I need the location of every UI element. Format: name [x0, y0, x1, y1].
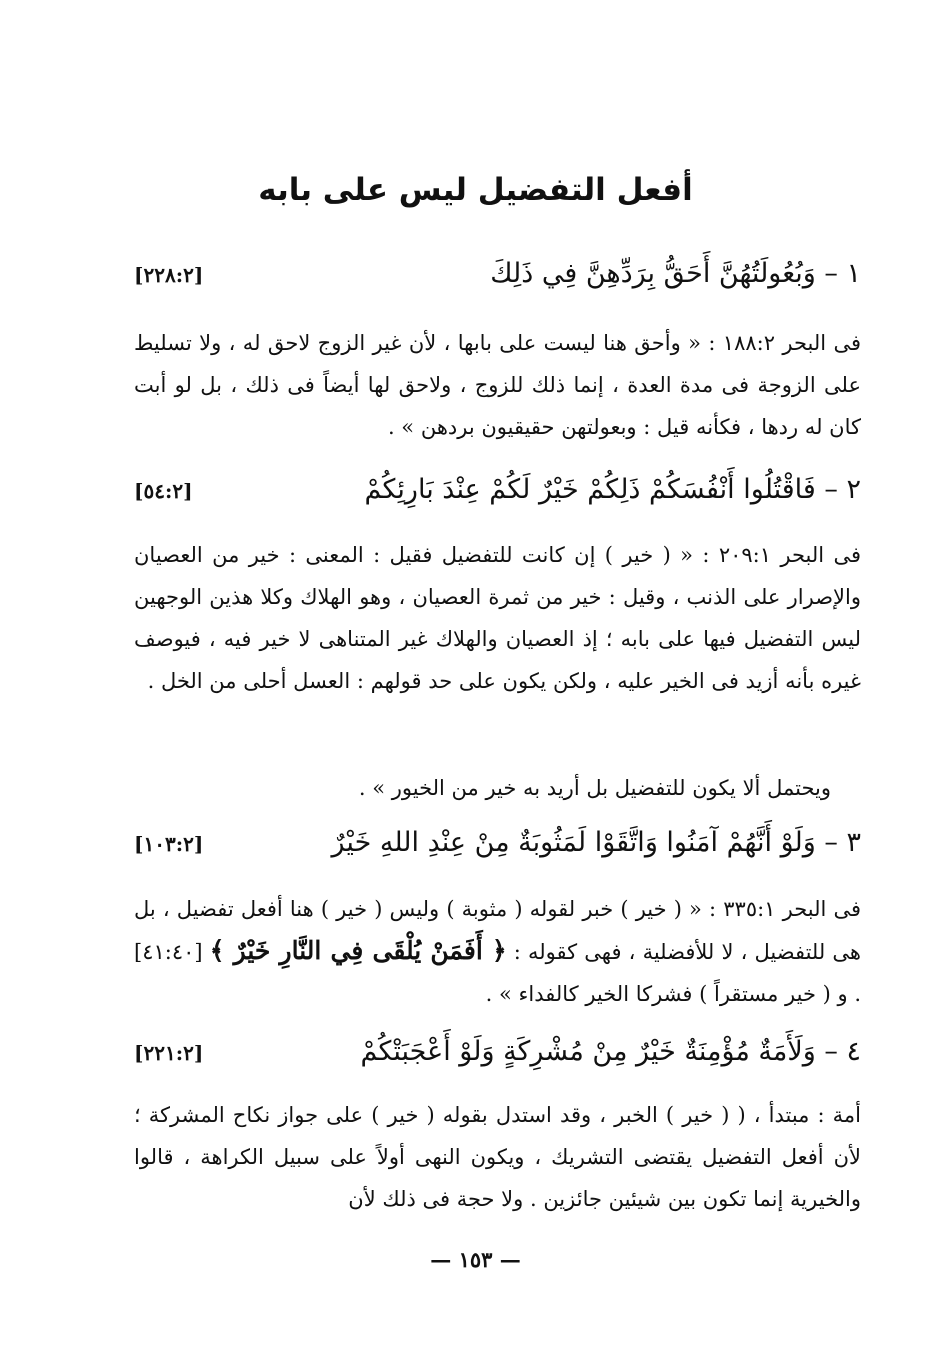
commentary-paragraph: [134, 888, 861, 1015]
commentary-paragraph: فى البحر ١٨٨:٢ : « وأحق هنا ليست على بابها ، لأن غير الزوج لاحق له ، ولا تسليط على الزوجة فى مدة العدة ، إنما ذلك للزوج ، ولاحق لها أيضاً فى ذلك ، بل لو أبت كان له ردها ، فكأنه قيل : وبعولتهن حقيقيون بردهن » .: [134, 331, 861, 439]
ayah-line-2: [134, 474, 861, 505]
ayah-text: ٣ – وَلَوْ أَنَّهُمْ آمَنُوا وَاتَّقَوْا لَمَثُوبَةٌ مِنْ عِنْدِ اللهِ خَيْرٌ: [331, 827, 861, 858]
ayah-line-1: [134, 258, 861, 289]
ayah-text: ٢ – فَاقْتُلُوا أَنْفُسَكُمْ ذَلِكُمْ خَيْرٌ لَكُمْ عِنْدَ بَارِئِكُمْ: [364, 474, 861, 505]
page-title: أفعل التفضيل ليس على بابه: [258, 172, 693, 208]
commentary-text: [٤١:٤٠] . و ( خير مستقراً ) فشركا الخير كالفداء » .: [134, 940, 861, 1006]
page-number: — ١٥٣ —: [430, 1247, 521, 1272]
ayah-line-4: [134, 1036, 861, 1067]
ayah-line-3: [134, 827, 861, 858]
ayah-text: ١ – وَبُعُولَتُهُنَّ أَحَقُّ بِرَدِّهِنَّ فِي ذَلِكَ: [490, 258, 861, 289]
commentary-text: فى البحر ٣٣٥:١ : « ( خير ) خبر لقوله ( مثوبة ) وليس ( خير ) هنا أفعل تفضيل ، بل هى للتفضيل ، لا للأفضلية ، فهى كقوله :: [134, 897, 861, 964]
ayah-reference: [١٠٣:٢]: [134, 832, 204, 856]
commentary-paragraph: فى البحر ٢٠٩:١ : « ( خير ) إن كانت للتفضيل فقيل : المعنى : خير من العصيان والإصرار على الذنب ، وقيل : خير من ثمرة العصيان ، وهو الهلاك وكلا هذين الوجهين ليس التفضيل فيها على بابه ؛ إذ العصيان والهلاك غير المتناهى لا خير فيه ، فيوصف غيره بأنه أزيد فى الخير عليه ، ولكن يكون على حد قولهم : العسل أحلى من الخل .: [134, 543, 861, 693]
ayah-text: ٤ – وَلَأَمَةٌ مُؤْمِنَةٌ خَيْرٌ مِنْ مُشْرِكَةٍ وَلَوْ أَعْجَبَتْكُمْ: [360, 1036, 861, 1067]
ayah-reference: [٥٤:٢]: [134, 479, 193, 503]
ayah-reference: [٢٢٨:٢]: [134, 263, 204, 287]
commentary-paragraph: ويحتمل ألا يكون للتفضيل بل أريد به خير من الخيور » .: [358, 776, 831, 800]
commentary-paragraph: أمة : مبتدأ ، ( ( خير ) الخبر ، وقد استدل بقوله ( خير ) على جواز نكاح المشركة ؛ لأن أفعل التفضيل يقتضى التشريك ، ويكون النهى أولاً على سبيل الكراهة ، قالوا والخيرية إنما تكون بين شيئين جائزين . ولا حجة فى ذلك لأن: [134, 1103, 861, 1211]
quran-quote: ﴿ أَفَمَنْ يُلْقَى فِي النَّارِ خَيْرٌ ﴾: [209, 936, 507, 965]
ayah-reference: [٢٢١:٢]: [134, 1041, 204, 1065]
